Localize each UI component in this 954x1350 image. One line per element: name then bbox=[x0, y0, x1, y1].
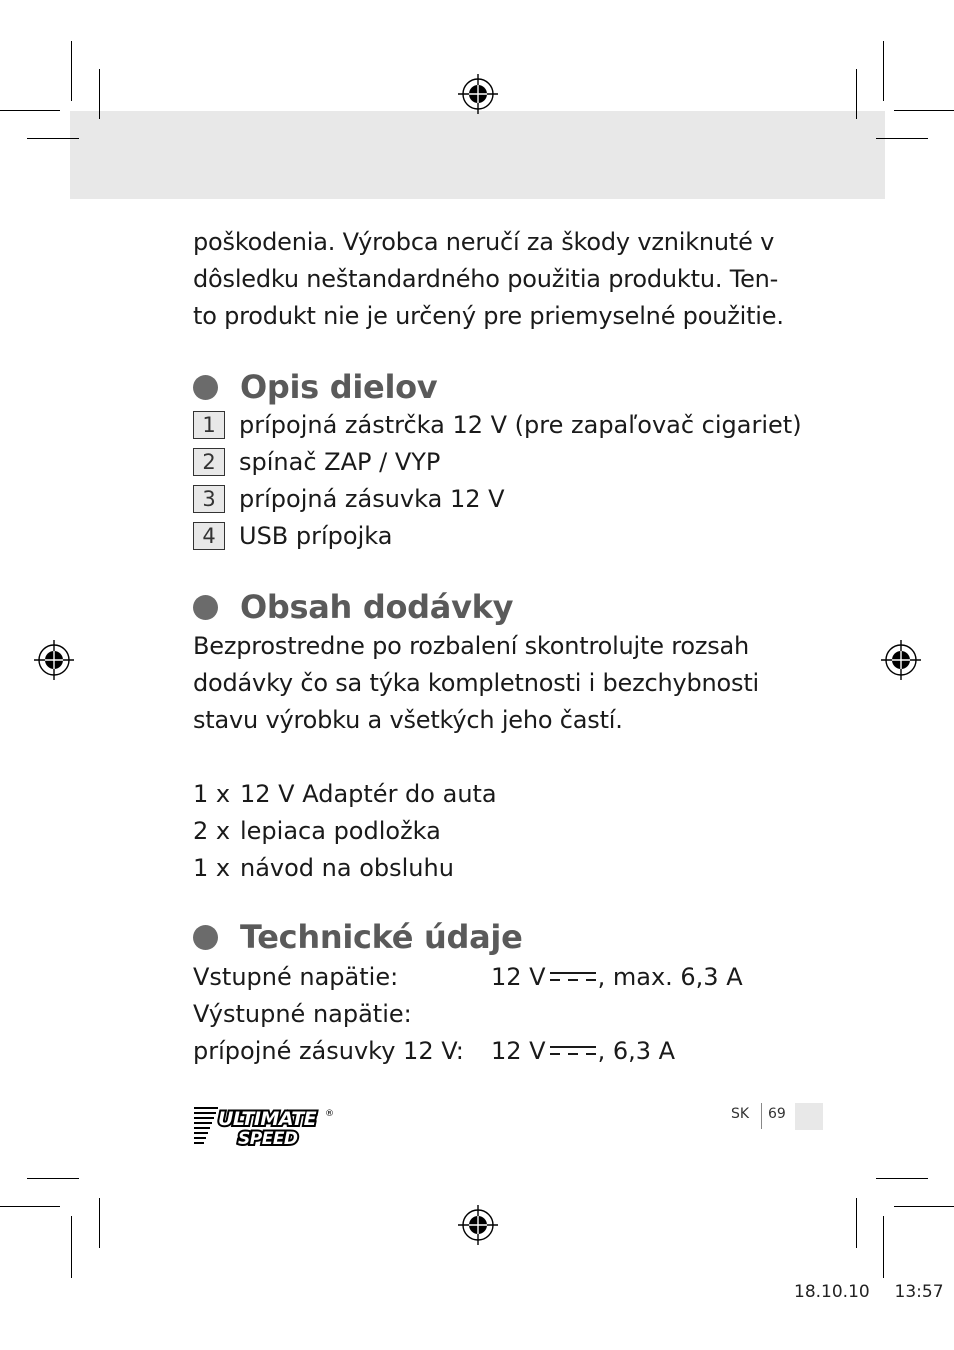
tech-spec-row bbox=[193, 958, 743, 995]
print-time: 13:57 bbox=[894, 1282, 944, 1302]
section-title: Technické údaje bbox=[240, 918, 523, 956]
text-line: to produkt nie je určený pre priemyselné použitie. bbox=[193, 302, 784, 330]
text-line: dôsledku neštandardného použitia produktu. Ten- bbox=[193, 265, 779, 293]
text-line: poškodenia. Výrobca neručí za škody vzniknuté v bbox=[193, 228, 775, 256]
part-number: 2 bbox=[193, 448, 225, 476]
parts-list-item bbox=[193, 518, 392, 554]
intro-paragraph bbox=[193, 224, 784, 335]
tech-spec-row bbox=[193, 1032, 675, 1069]
spec-value: 12 V , 6,3 A bbox=[491, 1036, 676, 1065]
registration-mark-icon bbox=[881, 640, 921, 680]
item-quantity: 1 x bbox=[193, 779, 231, 808]
footer-language: SK bbox=[731, 1106, 750, 1122]
registration-mark-icon bbox=[458, 74, 498, 114]
text-line: Bezprostredne po rozbalení skontrolujte rozsah bbox=[193, 632, 750, 660]
section-title: Opis dielov bbox=[240, 368, 438, 406]
bullet-icon bbox=[193, 375, 218, 400]
print-date: 18.10.10 bbox=[794, 1282, 870, 1302]
part-label: USB prípojka bbox=[239, 522, 393, 550]
text-line: stavu výrobku a všetkých jeho častí. bbox=[193, 706, 623, 734]
part-label: prípojná zásuvka 12 V bbox=[239, 485, 505, 513]
tech-spec-row bbox=[193, 995, 491, 1032]
parts-list-item bbox=[193, 407, 802, 443]
text-line: dodávky čo sa týka kompletnosti i bezchybnosti bbox=[193, 669, 760, 697]
parts-list-item bbox=[193, 481, 505, 517]
spec-label: Výstupné napätie: bbox=[193, 999, 412, 1028]
registration-mark-icon bbox=[34, 640, 74, 680]
section-title: Obsah dodávky bbox=[240, 588, 514, 626]
item-label: lepiaca podložka bbox=[240, 816, 441, 845]
spec-label: prípojné zásuvky 12 V: bbox=[193, 1036, 464, 1065]
section-heading-parts bbox=[193, 365, 437, 409]
item-label: návod na obsluhu bbox=[240, 853, 454, 882]
bullet-icon bbox=[193, 925, 218, 950]
print-timestamp bbox=[794, 1282, 944, 1302]
section-heading-tech bbox=[193, 915, 522, 959]
bullet-icon bbox=[193, 595, 218, 620]
contents-paragraph bbox=[193, 628, 773, 739]
part-label: prípojná zástrčka 12 V (pre zapaľovač cigariet) bbox=[239, 411, 802, 439]
footer-divider bbox=[761, 1103, 762, 1129]
part-number: 3 bbox=[193, 485, 225, 513]
item-label: 12 V Adaptér do auta bbox=[240, 779, 497, 808]
section-heading-contents bbox=[193, 585, 513, 629]
header-band bbox=[70, 111, 885, 199]
footer-tab bbox=[795, 1103, 823, 1130]
contents-list-item bbox=[193, 849, 454, 886]
contents-list-item bbox=[193, 775, 497, 812]
spec-label: Vstupné napätie: bbox=[193, 962, 399, 991]
part-label: spínač ZAP / VYP bbox=[239, 448, 441, 476]
spec-value: 12 V , max. 6,3 A bbox=[491, 962, 743, 991]
brand-logo-line: ULTIMATE bbox=[218, 1108, 317, 1130]
brand-logo bbox=[192, 1102, 334, 1148]
dc-current-icon bbox=[550, 1043, 596, 1057]
dc-current-icon bbox=[550, 969, 596, 983]
contents-list-item bbox=[193, 812, 441, 849]
brand-logo-mark: ® bbox=[325, 1109, 334, 1119]
brand-logo-line: SPEED bbox=[238, 1129, 298, 1148]
item-quantity: 1 x bbox=[193, 853, 231, 882]
registration-mark-icon bbox=[458, 1205, 498, 1245]
item-quantity: 2 x bbox=[193, 816, 231, 845]
part-number: 1 bbox=[193, 411, 225, 439]
parts-list-item bbox=[193, 444, 440, 480]
part-number: 4 bbox=[193, 522, 225, 550]
page-number: 69 bbox=[768, 1106, 786, 1122]
